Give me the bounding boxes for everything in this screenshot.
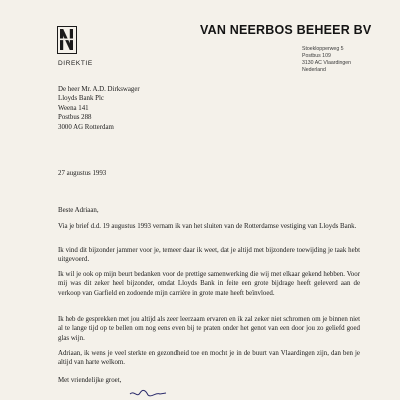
closing: Met vriendelijke groet, (58, 377, 122, 384)
body-paragraph: Ik wil je ook op mijn beurt bedanken voor de prettige samenwerking die wij met elkaar gekend hebben. Voor mij was dit zeker heel bijzonder, omdat Lloyds Bank in feite een grote bijdrage heeft geleverd aan de verkoop van Garfield en zodoende mijn carrière in grote mate heeft beïnvloed. (58, 271, 360, 297)
company-address-line: 3130 AC Vlaardingen (302, 60, 352, 66)
letter-date: 27 augustus 1993 (58, 170, 107, 177)
body-paragraph: Adriaan, ik wens je veel sterkte en gezondheid toe en mocht je in de buurt van Vlaardingen zijn, dan ben je altijd van harte welkom. (58, 350, 360, 367)
body-paragraph: Ik vind dit bijzonder jammer voor je, temeer daar ik weet, dat je altijd met bijzondere toewijding je taak hebt uitgevoerd. (58, 247, 360, 264)
company-address (302, 46, 351, 74)
recipient-line: Weena 141 (58, 104, 89, 112)
company-address-line: Nederland (302, 67, 326, 73)
body-paragraph: Via je brief d.d. 19 augustus 1993 vernam ik van het sluiten van de Rotterdamse vestiging van Lloyds Bank. (58, 223, 357, 230)
recipient-line: De heer Mr. A.D. Dirkswager (58, 86, 140, 93)
recipient-line: 3000 AG Rotterdam (58, 123, 114, 131)
company-address-line: Postbus 109 (302, 53, 331, 59)
company-address-line: Stoeklopperweg 5 (302, 46, 344, 52)
company-logo (57, 26, 77, 54)
recipient-line: Postbus 288 (58, 114, 92, 122)
handwritten-signature (128, 388, 168, 400)
company-name: VAN NEERBOS BEHEER BV (200, 23, 372, 37)
salutation: Beste Adriaan, (58, 207, 99, 214)
body-paragraph: Ik heb de gesprekken met jou altijd als zeer leerzaam ervaren en ik zal zeker niet schromen om je binnen niet al te lange tijd op te bellen om nog eens even bij te praten onder het genot van een door jou zo geliefd goed glas wijn. (58, 316, 360, 342)
recipient-line: Lloyds Bank Plc (58, 95, 104, 103)
department-label: DIREKTIE (58, 60, 93, 67)
logo-n-mark-icon (58, 27, 75, 52)
recipient-address (58, 85, 140, 132)
